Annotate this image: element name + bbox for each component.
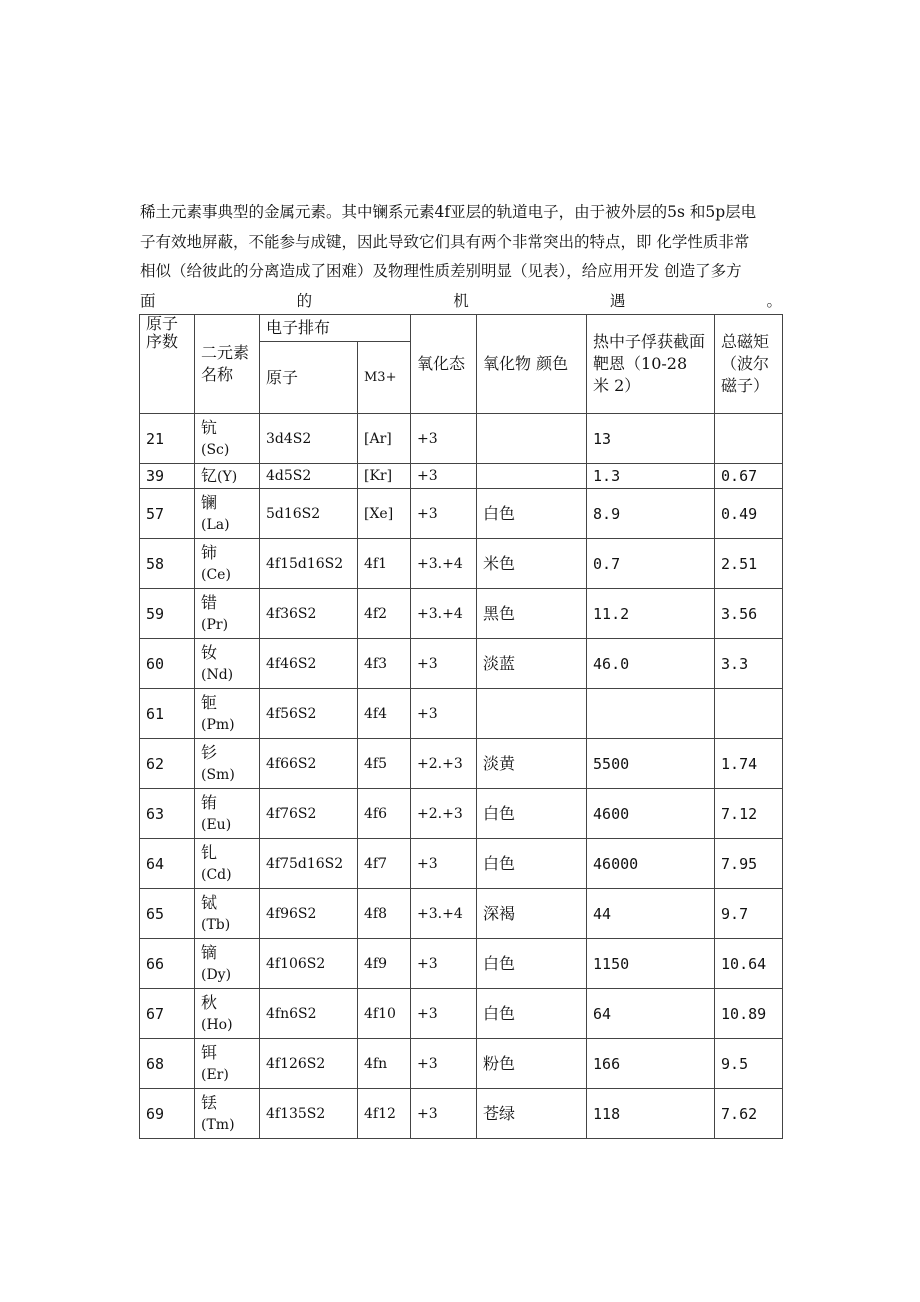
element-chinese-name: 铥: [201, 1092, 218, 1112]
atomic-number-cell: 58: [140, 539, 195, 589]
ion-config-cell: 4f6: [358, 789, 411, 839]
cross-section-cell: 11.2: [587, 589, 715, 639]
magnetic-moment-cell: 0.67: [715, 464, 783, 489]
atom-config-cell: 4f106S2: [260, 939, 358, 989]
element-symbol: (Pm): [201, 716, 235, 733]
oxide-color-cell: 白色: [477, 989, 587, 1039]
atom-config-cell: 4f96S2: [260, 889, 358, 939]
element-name-cell: [195, 839, 260, 889]
element-name-cell: [195, 464, 260, 489]
oxide-color-cell: 苍绿: [477, 1089, 587, 1139]
oxidation-state-cell: +3: [411, 414, 477, 464]
element-name-cell: [195, 489, 260, 539]
element-chinese-name: 钪: [201, 417, 218, 437]
table-row: [140, 839, 783, 889]
ion-config-cell: 4f9: [358, 939, 411, 989]
magnetic-moment-cell: 10.64: [715, 939, 783, 989]
ion-config-cell: 4f7: [358, 839, 411, 889]
element-name-cell: [195, 789, 260, 839]
oxide-color-cell: 粉色: [477, 1039, 587, 1089]
cross-section-cell: 46.0: [587, 639, 715, 689]
element-chinese-name: 铕: [201, 792, 218, 812]
paragraph-line-4: [140, 287, 782, 317]
element-symbol: (La): [201, 516, 230, 533]
cross-section-cell: 5500: [587, 739, 715, 789]
atomic-number-cell: 57: [140, 489, 195, 539]
element-chinese-name: 铽: [201, 892, 218, 912]
oxide-color-cell: 深褐: [477, 889, 587, 939]
header-atom-config: 原子: [260, 342, 358, 414]
element-name-cell: [195, 889, 260, 939]
cross-section-cell: 4600: [587, 789, 715, 839]
table-row: [140, 639, 783, 689]
magnetic-moment-cell: 0.49: [715, 489, 783, 539]
oxidation-state-cell: +3: [411, 489, 477, 539]
ion-config-cell: 4f2: [358, 589, 411, 639]
ion-config-cell: 4f1: [358, 539, 411, 589]
element-symbol: (Sc): [201, 441, 230, 458]
oxidation-state-cell: +3: [411, 839, 477, 889]
paragraph-line-1: 稀土元素事典型的金属元素。其中镧系元素4f亚层的轨道电子，由于被外层的5s 和5p层电: [140, 203, 757, 221]
atom-config-cell: 4f76S2: [260, 789, 358, 839]
element-symbol: (Dy): [201, 966, 232, 983]
cross-section-cell: [587, 689, 715, 739]
header-ion-config: M3+: [358, 342, 411, 414]
ion-config-cell: [Kr]: [358, 464, 411, 489]
table-row: [140, 539, 783, 589]
ion-config-cell: 4f4: [358, 689, 411, 739]
table-row: [140, 589, 783, 639]
magnetic-moment-cell: 10.89: [715, 989, 783, 1039]
header-electron-config: 电子排布: [260, 315, 411, 342]
magnetic-moment-cell: 7.62: [715, 1089, 783, 1139]
cross-section-cell: 64: [587, 989, 715, 1039]
ion-config-cell: 4f12: [358, 1089, 411, 1139]
cross-section-cell: 46000: [587, 839, 715, 889]
element-chinese-name: 钕: [201, 642, 218, 662]
ion-config-cell: 4fn: [358, 1039, 411, 1089]
intro-paragraph: [140, 198, 782, 316]
oxidation-state-cell: +3.+4: [411, 889, 477, 939]
element-symbol: (Tm): [201, 1116, 235, 1133]
element-chinese-name: 镝: [201, 942, 218, 962]
atom-config-cell: 4fn6S2: [260, 989, 358, 1039]
oxidation-state-cell: +3: [411, 939, 477, 989]
oxidation-state-cell: +3.+4: [411, 539, 477, 589]
cross-section-cell: 8.9: [587, 489, 715, 539]
paragraph-word: 。: [766, 291, 782, 310]
magnetic-moment-cell: 9.5: [715, 1039, 783, 1089]
atom-config-cell: 3d4S2: [260, 414, 358, 464]
paragraph-line-2: 子有效地屏蔽，不能参与成键，因此导致它们具有两个非常突出的特点，即 化学性质非常: [140, 232, 750, 251]
header-element-name: 二元素名称: [195, 315, 260, 414]
oxidation-state-cell: +3: [411, 989, 477, 1039]
element-symbol: (Cd): [201, 866, 232, 883]
oxidation-state-cell: +2.+3: [411, 789, 477, 839]
element-name-cell: [195, 539, 260, 589]
table-row: [140, 989, 783, 1039]
atom-config-cell: 4d5S2: [260, 464, 358, 489]
atomic-number-cell: 62: [140, 739, 195, 789]
element-chinese-name: 钷: [201, 692, 218, 712]
magnetic-moment-cell: [715, 414, 783, 464]
table-row: [140, 889, 783, 939]
oxidation-state-cell: +3: [411, 639, 477, 689]
atomic-number-cell: 69: [140, 1089, 195, 1139]
table-row: [140, 1039, 783, 1089]
paragraph-word: 机: [453, 291, 469, 310]
paragraph-word: 面: [140, 291, 156, 310]
element-name-cell: [195, 639, 260, 689]
magnetic-moment-cell: 3.56: [715, 589, 783, 639]
oxide-color-cell: 白色: [477, 839, 587, 889]
element-chinese-name: 错: [201, 592, 218, 612]
rare-earth-properties-table: [139, 314, 783, 1139]
oxidation-state-cell: +3: [411, 1089, 477, 1139]
element-symbol: (Y): [217, 468, 238, 485]
atomic-number-cell: 39: [140, 464, 195, 489]
element-symbol: (Sm): [201, 766, 235, 783]
paragraph-line-3: 相似（给彼此的分离造成了困难）及物理性质差别明显（见表），给应用开发 创造了多方: [140, 262, 742, 280]
magnetic-moment-cell: 2.51: [715, 539, 783, 589]
atomic-number-cell: 21: [140, 414, 195, 464]
element-name-cell: [195, 589, 260, 639]
header-oxidation-state: 氧化态: [411, 315, 477, 414]
element-name-cell: [195, 414, 260, 464]
paragraph-word: 遇: [609, 291, 626, 310]
element-name-cell: [195, 739, 260, 789]
magnetic-moment-cell: [715, 689, 783, 739]
atom-config-cell: 4f66S2: [260, 739, 358, 789]
element-chinese-name: 秋: [201, 992, 218, 1012]
oxide-color-cell: 白色: [477, 939, 587, 989]
oxidation-state-cell: +3: [411, 464, 477, 489]
table-row: [140, 489, 783, 539]
oxide-color-cell: 黑色: [477, 589, 587, 639]
element-name-cell: [195, 939, 260, 989]
ion-config-cell: [Ar]: [358, 414, 411, 464]
element-chinese-name: 铈: [201, 542, 218, 562]
element-name-cell: [195, 689, 260, 739]
atom-config-cell: 4f46S2: [260, 639, 358, 689]
magnetic-moment-cell: 7.12: [715, 789, 783, 839]
atomic-number-cell: 60: [140, 639, 195, 689]
table-row: [140, 464, 783, 489]
element-name-cell: [195, 1089, 260, 1139]
cross-section-cell: 0.7: [587, 539, 715, 589]
ion-config-cell: [Xe]: [358, 489, 411, 539]
table-row: [140, 939, 783, 989]
element-symbol: (Er): [201, 1066, 229, 1083]
oxide-color-cell: [477, 689, 587, 739]
atomic-number-cell: 65: [140, 889, 195, 939]
element-symbol: (Ho): [201, 1016, 233, 1033]
cross-section-cell: 166: [587, 1039, 715, 1089]
element-chinese-name: 钆: [201, 842, 218, 862]
cross-section-cell: 118: [587, 1089, 715, 1139]
ion-config-cell: 4f5: [358, 739, 411, 789]
atom-config-cell: 4f36S2: [260, 589, 358, 639]
atom-config-cell: 4f126S2: [260, 1039, 358, 1089]
element-name-cell: [195, 1039, 260, 1089]
oxidation-state-cell: +2.+3: [411, 739, 477, 789]
header-atomic-number: 原子序数: [140, 315, 195, 414]
element-symbol: (Ce): [201, 566, 231, 583]
oxide-color-cell: 米色: [477, 539, 587, 589]
cross-section-cell: 1.3: [587, 464, 715, 489]
magnetic-moment-cell: 7.95: [715, 839, 783, 889]
element-symbol: (Nd): [201, 666, 234, 683]
atom-config-cell: 4f56S2: [260, 689, 358, 739]
atomic-number-cell: 61: [140, 689, 195, 739]
element-chinese-name: 钇: [201, 465, 218, 485]
element-symbol: (Eu): [201, 816, 232, 833]
table-row: [140, 739, 783, 789]
magnetic-moment-cell: 1.74: [715, 739, 783, 789]
oxidation-state-cell: +3: [411, 689, 477, 739]
atom-config-cell: 4f135S2: [260, 1089, 358, 1139]
table-body: [140, 414, 783, 1139]
element-chinese-name: 钐: [201, 742, 218, 762]
atomic-number-cell: 63: [140, 789, 195, 839]
oxide-color-cell: 淡黄: [477, 739, 587, 789]
table-row: [140, 414, 783, 464]
table-row: [140, 1089, 783, 1139]
header-oxide-color: 氧化物 颜色: [477, 315, 587, 414]
oxide-color-cell: [477, 464, 587, 489]
table-row: [140, 689, 783, 739]
atom-config-cell: 4f75d16S2: [260, 839, 358, 889]
cross-section-cell: 44: [587, 889, 715, 939]
cross-section-cell: 13: [587, 414, 715, 464]
element-name-cell: [195, 989, 260, 1039]
atomic-number-cell: 59: [140, 589, 195, 639]
ion-config-cell: 4f8: [358, 889, 411, 939]
header-magnetic-moment: 总磁矩（波尔磁子）: [715, 315, 783, 414]
magnetic-moment-cell: 9.7: [715, 889, 783, 939]
element-symbol: (Tb): [201, 916, 231, 933]
cross-section-cell: 1150: [587, 939, 715, 989]
oxide-color-cell: 淡蓝: [477, 639, 587, 689]
oxidation-state-cell: +3.+4: [411, 589, 477, 639]
header-capture-cross-section: 热中子俘获截面靶恩（10-28 米 2）: [587, 315, 715, 414]
oxidation-state-cell: +3: [411, 1039, 477, 1089]
atom-config-cell: 4f15d16S2: [260, 539, 358, 589]
element-chinese-name: 铒: [201, 1042, 218, 1062]
element-chinese-name: 镧: [201, 492, 218, 512]
oxide-color-cell: 白色: [477, 489, 587, 539]
oxide-color-cell: 白色: [477, 789, 587, 839]
magnetic-moment-cell: 3.3: [715, 639, 783, 689]
table-row: [140, 789, 783, 839]
atom-config-cell: 5d16S2: [260, 489, 358, 539]
atomic-number-cell: 64: [140, 839, 195, 889]
atomic-number-cell: 68: [140, 1039, 195, 1089]
oxide-color-cell: [477, 414, 587, 464]
paragraph-word: 的: [296, 291, 313, 310]
element-symbol: (Pr): [201, 616, 229, 633]
ion-config-cell: 4f10: [358, 989, 411, 1039]
atomic-number-cell: 67: [140, 989, 195, 1039]
atomic-number-cell: 66: [140, 939, 195, 989]
ion-config-cell: 4f3: [358, 639, 411, 689]
